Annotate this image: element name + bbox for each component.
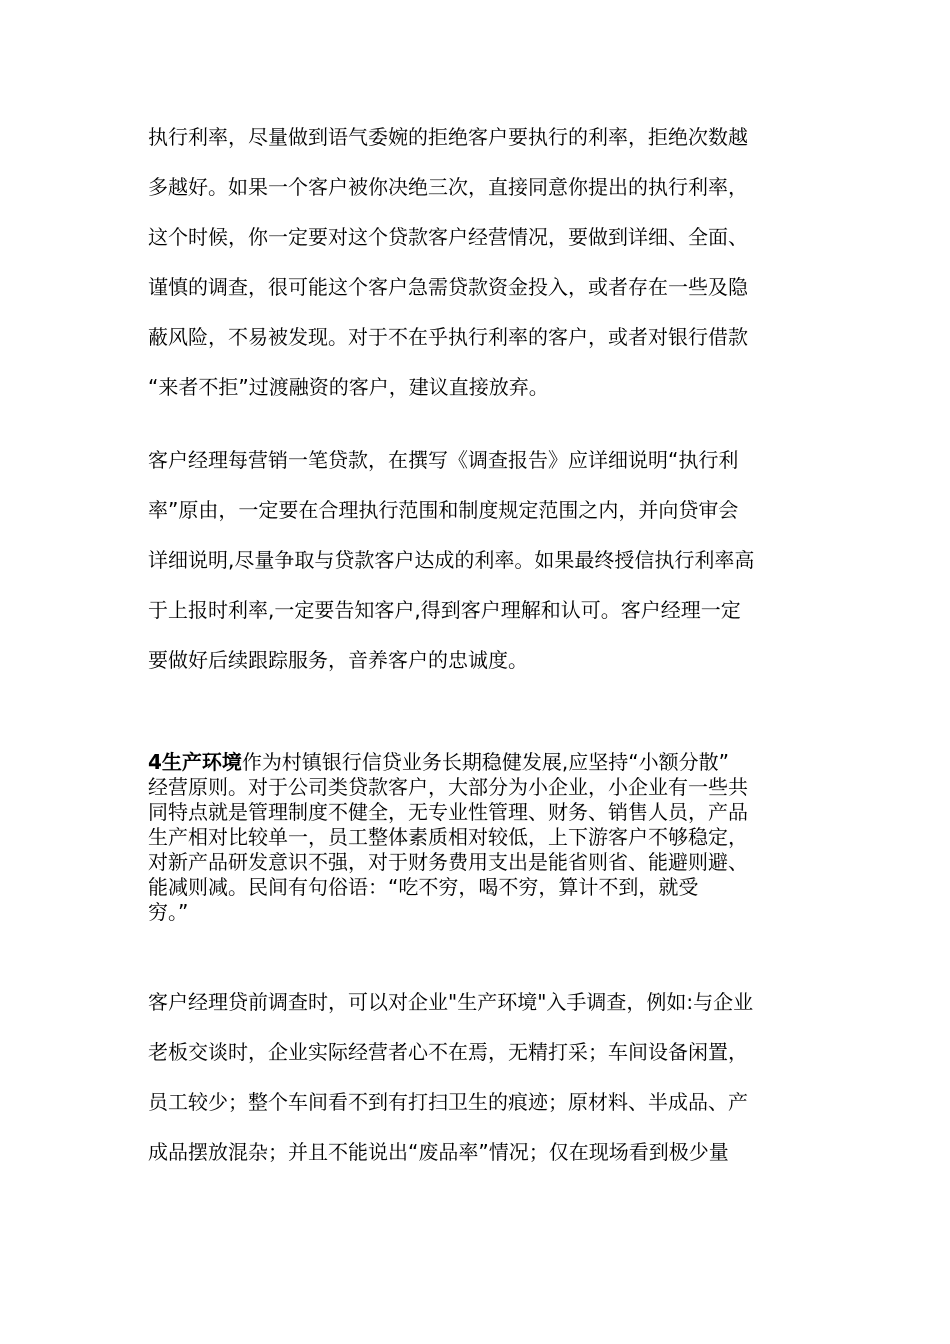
text-line: 能减则减。民间有句俗语：“吃不穷，喝不穷，算计不到，就受 [148, 875, 699, 899]
text-line: 这个时候，你一定要对这个贷款客户经营情况，要做到详细、全面、 [148, 225, 748, 249]
text-line: 成品摆放混杂；并且不能说出“废品率”情况；仅在现场看到极少量 [148, 1140, 729, 1164]
paragraph-investigation-report [148, 435, 804, 685]
text-line: 客户经理贷前调查时，可以对企业"生产环境"入手调查，例如:与企业 [148, 990, 754, 1014]
text-line: 对新产品研发意识不强，对于财务费用支出是能省则省、能避则避、 [148, 850, 748, 874]
text-line: 穷。” [148, 900, 189, 924]
text-line [148, 750, 804, 775]
text-line: 执行利率，尽量做到语气委婉的拒绝客户要执行的利率，拒绝次数越 [148, 125, 748, 149]
text-line: 老板交谈时，企业实际经营者心不在焉，无精打采；车间设备闲置， [148, 1040, 748, 1064]
text-line: “来者不拒”过渡融资的客户，建议直接放弃。 [148, 375, 549, 399]
text-run: 作为村镇银行信贷业务长期稳健发展,应坚持“小额分散” [241, 750, 730, 774]
paragraph-production-environment [148, 750, 804, 925]
text-line: 生产相对比较单一，员工整体素质相对较低，上下游客户不够稳定， [148, 825, 748, 849]
text-line: 谨慎的调查，很可能这个客户急需贷款资金投入，或者存在一些及隐 [148, 275, 748, 299]
text-line: 多越好。如果一个客户被你决绝三次，直接同意你提出的执行利率， [148, 175, 748, 199]
text-line: 详细说明,尽量争取与贷款客户达成的利率。如果最终授信执行利率高 [148, 548, 755, 572]
text-line: 员工较少；整个车间看不到有打扫卫生的痕迹；原材料、半成品、产 [148, 1090, 748, 1114]
paragraph-pre-loan-survey [148, 977, 804, 1177]
section-heading: 4生产环境 [148, 750, 242, 774]
text-line: 率”原由，一定要在合理执行范围和制度规定范围之内，并向贷审会 [148, 498, 739, 522]
paragraph-interest-rate-rejection [148, 112, 804, 412]
text-line: 要做好后续跟踪服务，音养客户的忠诚度。 [148, 648, 528, 672]
text-line: 同特点就是管理制度不健全，无专业性管理、财务、销售人员，产品 [148, 800, 748, 824]
text-line: 客户经理每营销一笔贷款，在撰写《调查报告》应详细说明“执行利 [148, 448, 739, 472]
text-line: 于上报时利率,一定要告知客户,得到客户理解和认可。客户经理一定 [148, 598, 741, 622]
text-line: 蔽风险，不易被发现。对于不在乎执行利率的客户，或者对银行借款 [148, 325, 748, 349]
text-line: 经营原则。对于公司类贷款客户，大部分为小企业，小企业有一些共 [148, 775, 748, 799]
